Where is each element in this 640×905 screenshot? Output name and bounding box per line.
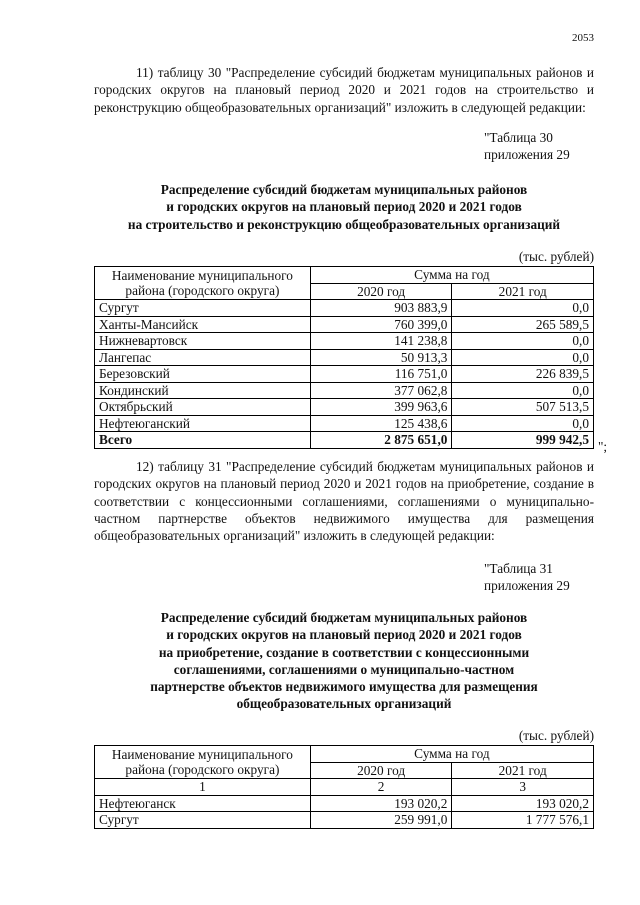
table-total-row bbox=[95, 432, 594, 449]
section2-title bbox=[94, 609, 594, 713]
section1-title bbox=[94, 181, 594, 233]
intro-line: строительство и реконструкцию общеобразовательных организаций" изложить bbox=[94, 82, 594, 115]
section2-table bbox=[94, 745, 594, 829]
title-line: общеобразовательных организаций bbox=[236, 696, 452, 712]
table-row bbox=[95, 812, 594, 829]
cell-name: Нефтеюганск bbox=[95, 795, 311, 812]
cell-2020: 50 913,3 bbox=[310, 349, 452, 366]
intro-line: районов и городских округов на плановый период 2020 и 2021 годов на bbox=[94, 65, 594, 98]
cell-name: Нефтеюганский bbox=[95, 415, 311, 432]
table-row bbox=[95, 316, 594, 333]
section1-closing-quote: "; bbox=[598, 439, 608, 454]
table-row bbox=[95, 795, 594, 812]
header-sum: Сумма на год bbox=[310, 746, 593, 763]
title-line: на приобретение, создание в соответствии с концессионными bbox=[158, 644, 530, 660]
table-row bbox=[95, 399, 594, 416]
header-2021: 2021 год bbox=[452, 283, 594, 300]
cell-name: Ханты-Мансийск bbox=[95, 316, 311, 333]
cell-2020: 193 020,2 bbox=[310, 795, 452, 812]
title-line: Распределение субсидий бюджетам муниципальных районов bbox=[160, 182, 528, 197]
table-row bbox=[95, 382, 594, 399]
section2-unit: (тыс. рублей) bbox=[518, 728, 594, 743]
cell-name: Лангепас bbox=[95, 349, 311, 366]
section1-unit: (тыс. рублей) bbox=[518, 249, 594, 264]
header-sum: Сумма на год bbox=[310, 267, 593, 284]
cell-2020: 760 399,0 bbox=[310, 316, 452, 333]
intro-line: соглашениями о муниципально-частном партнерстве объектов недвижимого bbox=[94, 493, 594, 526]
cell-name: Сургут bbox=[95, 812, 311, 829]
table-row bbox=[95, 300, 594, 317]
cell-2020: 903 883,9 bbox=[310, 300, 452, 317]
title-line: соглашениями, соглашениями о муниципально-частном bbox=[173, 661, 515, 677]
header-2020: 2020 год bbox=[310, 283, 452, 300]
cell-name: Сургут bbox=[95, 300, 311, 317]
table-row bbox=[95, 349, 594, 366]
title-line: и городских округов на плановый период 2020 и 2021 годов bbox=[166, 627, 522, 643]
cell-2021: 0,0 bbox=[452, 382, 594, 399]
intro-line: районов и городских округов на плановый период 2020 и 2021 годов на bbox=[94, 459, 594, 492]
page-number: 2053 bbox=[572, 32, 594, 44]
intro-line: следующей редакции: bbox=[370, 528, 495, 544]
header-name bbox=[95, 746, 311, 779]
header-name-line: района (городского округа) bbox=[125, 283, 280, 298]
cell-name: Октябрьский bbox=[95, 399, 311, 416]
caption-line: приложения 29 bbox=[484, 578, 570, 594]
intro-line: 11) таблицу 30 "Распределение субсидий бюджетам муниципальных bbox=[136, 65, 532, 80]
section1-intro bbox=[94, 64, 594, 116]
title-line: на строительство и реконструкцию общеобразовательных организаций bbox=[127, 216, 561, 232]
section1-table bbox=[94, 266, 594, 449]
caption-line: приложения 29 bbox=[484, 147, 570, 163]
caption-line: "Таблица 30 bbox=[484, 130, 553, 145]
cell-2020: 259 991,0 bbox=[310, 812, 452, 829]
intro-line: имущества для размещения общеобразовательных организаций" изложить в bbox=[94, 510, 595, 544]
cell-2020: 116 751,0 bbox=[310, 366, 452, 383]
cell-2021: 1 777 576,1 bbox=[452, 812, 594, 829]
header-2020: 2020 год bbox=[310, 762, 452, 779]
title-line: Распределение субсидий бюджетам муниципальных районов bbox=[160, 610, 528, 625]
cell-2020: 141 238,8 bbox=[310, 333, 452, 350]
section1-caption bbox=[484, 129, 594, 164]
section2-intro bbox=[94, 458, 594, 544]
title-line: и городских округов на плановый период 2020 и 2021 годов bbox=[166, 199, 522, 215]
header-name-line: Наименование муниципального bbox=[111, 268, 293, 283]
col-number: 1 bbox=[95, 779, 311, 796]
cell-2021: 507 513,5 bbox=[452, 399, 594, 416]
header-name-line: района (городского округа) bbox=[125, 762, 280, 777]
header-name-line: Наименование муниципального bbox=[111, 747, 293, 762]
cell-2021: 0,0 bbox=[452, 415, 594, 432]
cell-2021: 999 942,5 bbox=[452, 432, 594, 449]
cell-name: Нижневартовск bbox=[95, 333, 311, 350]
col-number: 2 bbox=[310, 779, 452, 796]
cell-2021: 0,0 bbox=[452, 300, 594, 317]
table-row bbox=[95, 366, 594, 383]
intro-line: в следующей редакции: bbox=[451, 99, 586, 115]
cell-2021: 0,0 bbox=[452, 349, 594, 366]
cell-2020: 2 875 651,0 bbox=[310, 432, 452, 449]
column-number-row bbox=[95, 779, 594, 796]
cell-2020: 377 062,8 bbox=[310, 382, 452, 399]
cell-2020: 125 438,6 bbox=[310, 415, 452, 432]
cell-2021: 226 839,5 bbox=[452, 366, 594, 383]
table-row bbox=[95, 333, 594, 350]
caption-line: "Таблица 31 bbox=[484, 561, 553, 576]
header-2021: 2021 год bbox=[452, 762, 594, 779]
cell-2021: 0,0 bbox=[452, 333, 594, 350]
cell-name: Всего bbox=[95, 432, 311, 449]
table-row bbox=[95, 415, 594, 432]
cell-2021: 265 589,5 bbox=[452, 316, 594, 333]
cell-2020: 399 963,6 bbox=[310, 399, 452, 416]
cell-name: Березовский bbox=[95, 366, 311, 383]
cell-2021: 193 020,2 bbox=[452, 795, 594, 812]
cell-name: Кондинский bbox=[95, 382, 311, 399]
intro-line: приобретение, создание в соответствии с концессионными соглашениями, bbox=[94, 476, 594, 509]
title-line: партнерстве объектов недвижимого имущества для размещения bbox=[150, 679, 538, 695]
intro-line: 12) таблицу 31 "Распределение субсидий бюджетам муниципальных bbox=[136, 459, 532, 474]
header-name bbox=[95, 267, 311, 300]
col-number: 3 bbox=[452, 779, 594, 796]
section2-caption bbox=[484, 560, 594, 595]
